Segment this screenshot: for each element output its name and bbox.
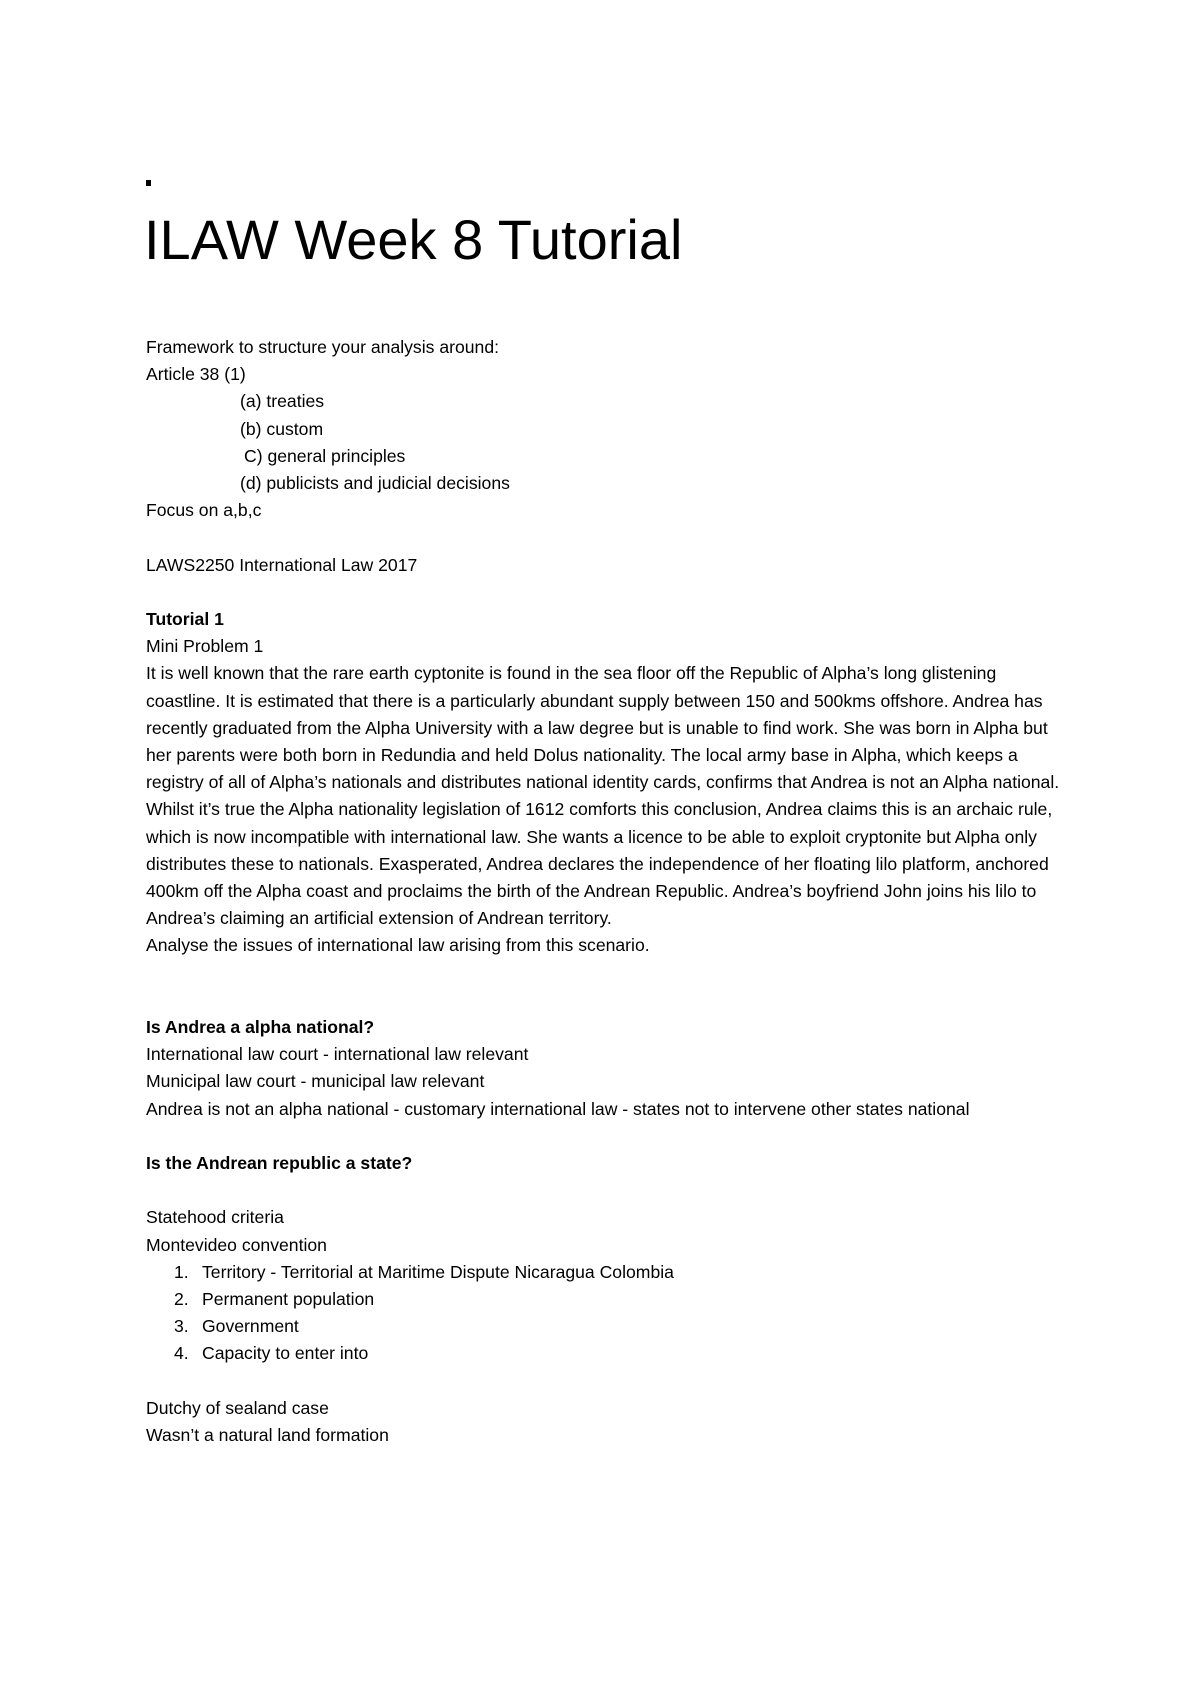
- convention-label: Montevideo convention: [146, 1234, 327, 1255]
- instruction-text: Analyse the issues of international law arising from this scenario.: [146, 935, 650, 956]
- case-note: Wasn’t a natural land formation: [146, 1425, 389, 1446]
- statehood-label: Statehood criteria: [146, 1207, 284, 1228]
- source-custom: (b) custom: [240, 418, 324, 439]
- list-item: 2. Permanent population: [174, 1289, 375, 1310]
- q1-line-international: International law court - international law relevant: [146, 1044, 529, 1065]
- statehood-criteria-list: [146, 1259, 1066, 1368]
- bullet-mark: [146, 180, 151, 186]
- focus-note: Focus on a,b,c: [146, 500, 262, 521]
- question-2-heading: Is the Andrean republic a state?: [146, 1153, 413, 1174]
- list-item: 3. Government: [174, 1316, 299, 1337]
- source-general-principles: C) general principles: [244, 445, 406, 466]
- list-item: 4. Capacity to enter into: [174, 1343, 369, 1364]
- problem-text: It is well known that the rare earth cyptonite is found in the sea floor off the Republic of Alpha’s long glistening coastline. It is estimated that there is a particularly abundant supply between 150 and 500kms offshore. Andrea has recently graduated from the Alpha University with a law degree but is unable to find work. She was born in Alpha but her parents were both born in Redundia and held Dolus nationality. The local army base in Alpha, which keeps a registry of all of Alpha’s nationals and distributes national identity cards, confirms that Andrea is not an Alpha national. Whilst it’s true the Alpha nationality legislation of 1612 comforts this conclusion, Andrea claims this is an archaic rule, which is now incompatible with international law. She wants a licence to be able to exploit cryptonite but Alpha only distributes these to nationals. Exasperated, Andrea declares the independence of her floating lilo platform, anchored 400km off the Alpha coast and proclaims the birth of the Andrean Republic. Andrea’s boyfriend John joins his lilo to Andrea’s claiming an artificial extension of Andrean territory.: [146, 663, 1060, 929]
- course-name: LAWS2250 International Law 2017: [146, 554, 418, 575]
- question-1-heading: Is Andrea a alpha national?: [146, 1017, 375, 1038]
- case-label: Dutchy of sealand case: [146, 1397, 329, 1418]
- source-publicists: (d) publicists and judicial decisions: [240, 473, 510, 494]
- list-item: 1. Territory - Territorial at Maritime Dispute Nicaragua Colombia: [174, 1261, 674, 1282]
- article-reference: Article 38 (1): [146, 364, 246, 385]
- q1-conclusion: Andrea is not an alpha national - customary international law - states not to intervene other states national: [146, 1098, 970, 1119]
- problem-heading: Mini Problem 1: [146, 636, 264, 657]
- tutorial-heading: Tutorial 1: [146, 609, 224, 629]
- document-body: [146, 334, 1066, 1449]
- source-treaties: (a) treaties: [240, 391, 325, 412]
- framework-intro: Framework to structure your analysis around:: [146, 337, 499, 357]
- q1-line-municipal: Municipal law court - municipal law relevant: [146, 1071, 485, 1092]
- document-title: ILAW Week 8 Tutorial: [144, 208, 683, 271]
